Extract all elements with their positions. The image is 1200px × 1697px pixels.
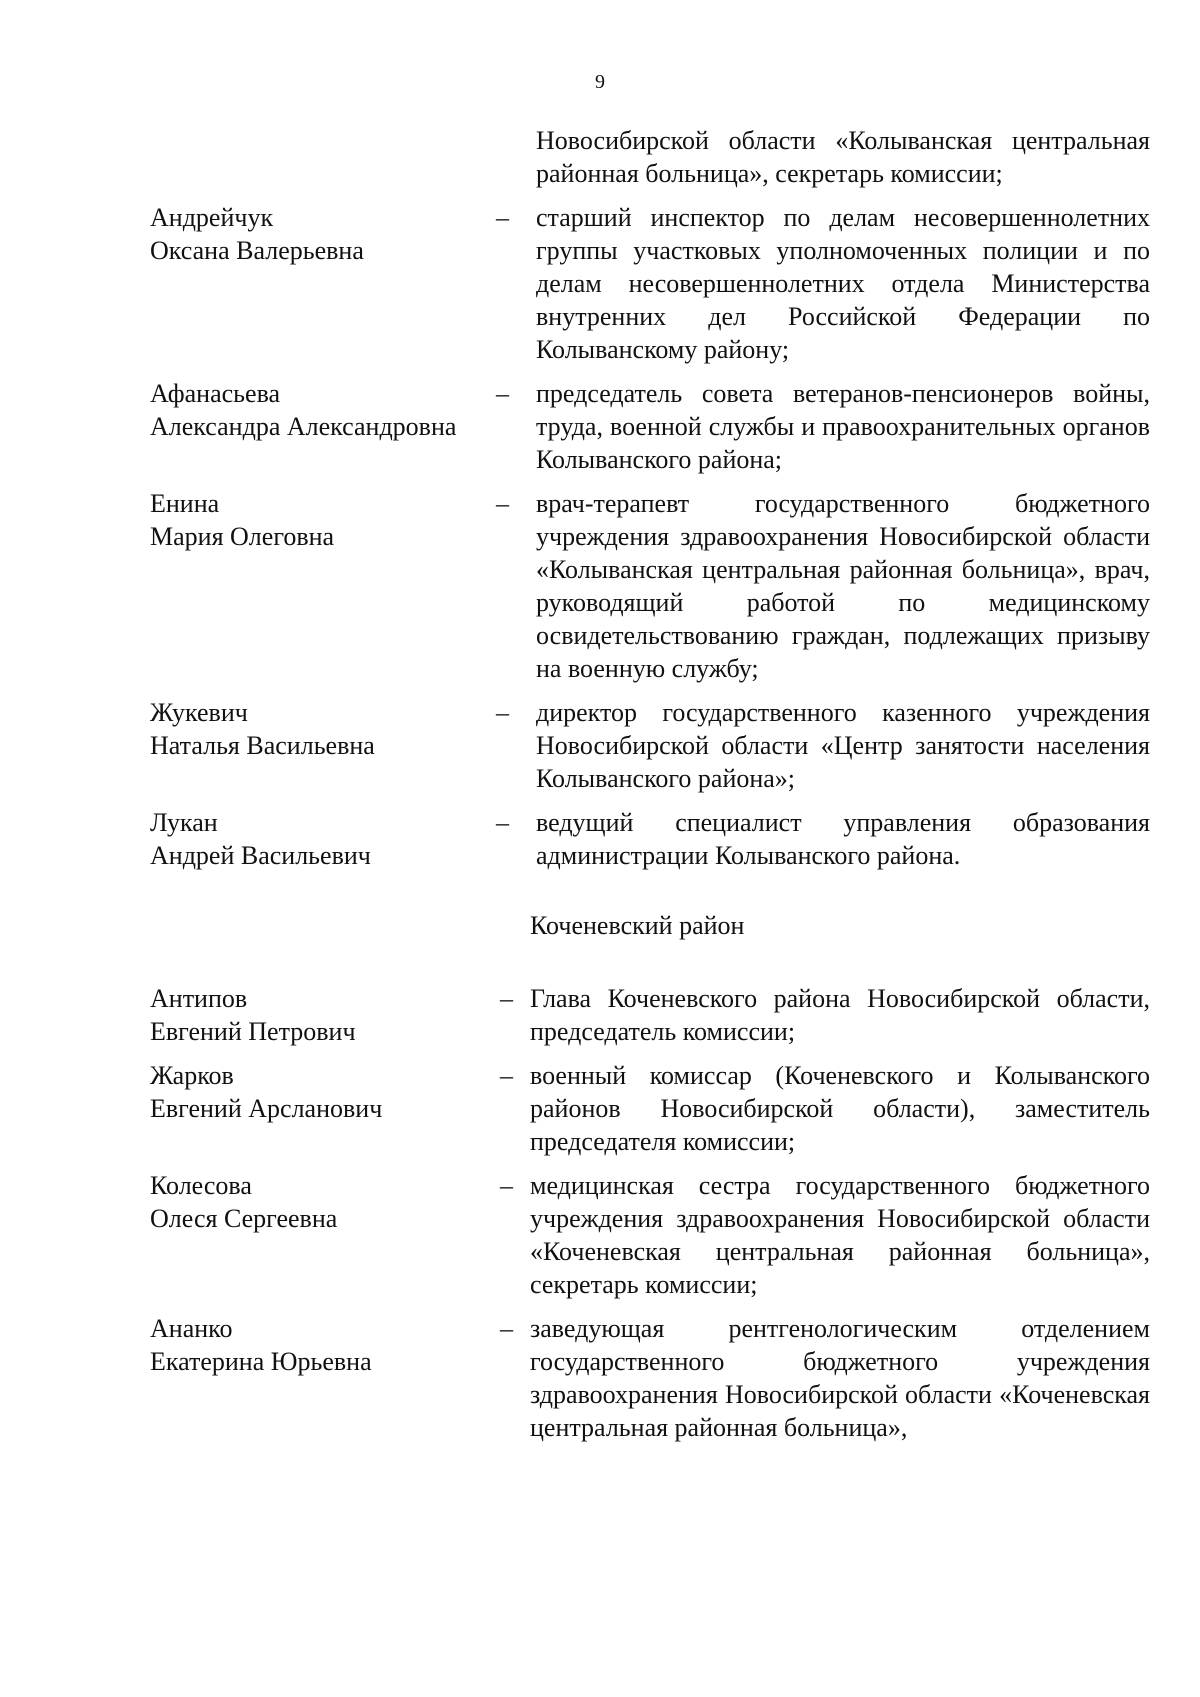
document-body — [150, 124, 1150, 1455]
member-entry — [150, 982, 1150, 1048]
member-entry — [150, 377, 1150, 476]
member-surname: Жукевич — [150, 698, 248, 727]
member-role: Глава Коченевского района Новосибирской области, председатель комиссии; — [530, 984, 1150, 1046]
dash-separator: – — [496, 808, 509, 837]
dash-separator: – — [500, 1171, 513, 1200]
member-given-name: Евгений Петрович — [150, 1017, 356, 1046]
dash-separator: – — [496, 698, 509, 727]
dash-separator: – — [496, 379, 509, 408]
member-given-name: Наталья Васильевна — [150, 731, 375, 760]
member-entry — [150, 487, 1150, 685]
member-entry — [150, 201, 1150, 366]
member-role: заведующая рентгенологическим отделением государственного бюджетного учреждения здравоохранения Новосибирской области «Коченевская центральная районная больница», — [530, 1314, 1150, 1442]
member-given-name: Андрей Васильевич — [150, 841, 371, 870]
member-surname: Антипов — [150, 984, 248, 1013]
member-entry — [150, 1312, 1150, 1444]
dash-separator: – — [496, 203, 509, 232]
member-role: врач-терапевт государственного бюджетного учреждения здравоохранения Новосибирской области «Колыванская центральная районная больница», врач, руководящий работой по медицинскому освидетельствованию граждан, подлежащих призыву на военную службу; — [536, 489, 1150, 683]
page-number: 9 — [595, 71, 605, 93]
member-name — [150, 201, 490, 366]
continued-role-text: Новосибирской области «Колыванская центральная районная больница», секретарь комиссии; — [536, 126, 1150, 188]
dash-separator: – — [500, 984, 513, 1013]
member-name — [150, 1169, 490, 1301]
member-name — [150, 806, 490, 872]
dash-separator: – — [500, 1061, 513, 1090]
member-given-name: Мария Олеговна — [150, 522, 335, 551]
member-surname: Енина — [150, 489, 220, 518]
member-entry — [150, 806, 1150, 872]
member-role: медицинская сестра государственного бюджетного учреждения здравоохранения Новосибирской области «Коченевская центральная районная больница», секретарь комиссии; — [530, 1171, 1150, 1299]
member-given-name: Александра Александровна — [150, 412, 457, 441]
member-name — [150, 487, 490, 685]
member-given-name: Оксана Валерьевна — [150, 236, 364, 265]
member-entry — [150, 696, 1150, 795]
member-name — [150, 1312, 490, 1444]
member-surname: Андрейчук — [150, 203, 274, 232]
member-name — [150, 696, 490, 795]
member-surname: Колесова — [150, 1171, 252, 1200]
member-name — [150, 377, 490, 476]
dash-separator: – — [496, 489, 509, 518]
member-surname: Афанасьева — [150, 379, 281, 408]
section-heading: Коченевский район — [530, 911, 745, 940]
member-surname: Лукан — [150, 808, 218, 837]
member-given-name: Евгений Арсланович — [150, 1094, 383, 1123]
member-role: ведущий специалист управления образования администрации Колыванского района. — [536, 808, 1150, 870]
member-role: председатель совета ветеранов-пенсионеров войны, труда, военной службы и правоохранительных органов Колыванского района; — [536, 379, 1150, 474]
member-given-name: Олеся Сергеевна — [150, 1204, 338, 1233]
member-surname: Жарков — [150, 1061, 234, 1090]
member-role: директор государственного казенного учреждения Новосибирской области «Центр занятости населения Колыванского района»; — [536, 698, 1150, 793]
member-given-name: Екатерина Юрьевна — [150, 1347, 372, 1376]
member-name — [150, 982, 490, 1048]
member-entry — [150, 1059, 1150, 1158]
member-entry — [150, 1169, 1150, 1301]
member-role: старший инспектор по делам несовершеннолетних группы участковых уполномоченных полиции и по делам несовершеннолетних отдела Министерства внутренних дел Российской Федерации по Колыванскому району; — [536, 203, 1150, 364]
member-name — [150, 1059, 490, 1158]
member-role: военный комиссар (Коченевского и Колыванского районов Новосибирской области), заместитель председателя комиссии; — [530, 1061, 1150, 1156]
member-surname: Ананко — [150, 1314, 233, 1343]
dash-separator: – — [500, 1314, 513, 1343]
